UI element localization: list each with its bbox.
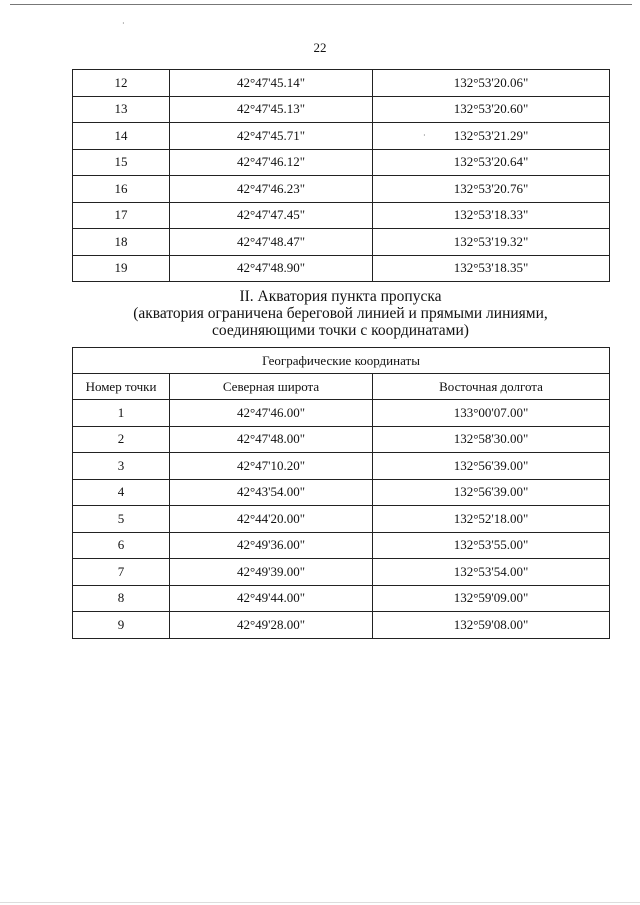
cell-north-latitude: 42°47'46.00" [170, 400, 373, 427]
cell-north-latitude: 42°47'45.13" [170, 96, 373, 123]
table-row [73, 149, 610, 176]
cell-point-number: 16 [73, 176, 170, 203]
cell-north-latitude: 42°49'44.00" [170, 585, 373, 612]
cell-point-number: 14 [73, 123, 170, 150]
table-row [73, 506, 610, 533]
cell-north-latitude: 42°47'45.14" [170, 70, 373, 97]
cell-north-latitude: 42°49'39.00" [170, 559, 373, 586]
cell-north-latitude: 42°47'45.71" [170, 123, 373, 150]
cell-north-latitude: 42°47'46.12" [170, 149, 373, 176]
cell-east-longitude: 132°53'20.76" [373, 176, 610, 203]
cell-north-latitude: 42°49'28.00" [170, 612, 373, 639]
cell-north-latitude: 42°47'48.00" [170, 426, 373, 453]
section-heading [72, 288, 609, 339]
cell-point-number: 19 [73, 255, 170, 282]
table-group-header-row [73, 348, 610, 374]
table-row [73, 229, 610, 256]
cell-east-longitude: 132°56'39.00" [373, 453, 610, 480]
cell-east-longitude: 132°53'18.33" [373, 202, 610, 229]
cell-point-number: 6 [73, 532, 170, 559]
cell-point-number: 8 [73, 585, 170, 612]
cell-east-longitude: 132°53'54.00" [373, 559, 610, 586]
scan-speck: · [122, 19, 125, 28]
cell-east-longitude: 132°53'55.00" [373, 532, 610, 559]
table-body [73, 70, 610, 282]
table-row [73, 479, 610, 506]
cell-north-latitude: 42°44'20.00" [170, 506, 373, 533]
cell-point-number: 9 [73, 612, 170, 639]
cell-east-longitude: 132°59'09.00" [373, 585, 610, 612]
cell-point-number: 7 [73, 559, 170, 586]
cell-point-number: 15 [73, 149, 170, 176]
table-row [73, 559, 610, 586]
cell-east-longitude: 132°56'39.00" [373, 479, 610, 506]
cell-east-longitude: 132°53'20.06" [373, 70, 610, 97]
coordinates-table-continued [72, 69, 610, 282]
table-row [73, 532, 610, 559]
table-row [73, 453, 610, 480]
cell-north-latitude: 42°47'48.90" [170, 255, 373, 282]
cell-point-number: 3 [73, 453, 170, 480]
cell-east-longitude: 132°53'20.64" [373, 149, 610, 176]
table-row [73, 400, 610, 427]
cell-east-longitude: 132°53'19.32" [373, 229, 610, 256]
table-row [73, 612, 610, 639]
cell-north-latitude: 42°47'47.45" [170, 202, 373, 229]
table-column-header-row [73, 374, 610, 400]
table-row [73, 585, 610, 612]
cell-point-number: 13 [73, 96, 170, 123]
table-row [73, 96, 610, 123]
table-row [73, 123, 610, 150]
table-row [73, 176, 610, 203]
cell-north-latitude: 42°49'36.00" [170, 532, 373, 559]
cell-point-number: 17 [73, 202, 170, 229]
cell-point-number: 12 [73, 70, 170, 97]
table-row [73, 426, 610, 453]
table-row [73, 70, 610, 97]
cell-east-longitude: 133°00'07.00" [373, 400, 610, 427]
page-number: 22 [313, 40, 327, 55]
table-row [73, 255, 610, 282]
cell-point-number: 2 [73, 426, 170, 453]
table-body [73, 400, 610, 639]
cell-east-longitude: 132°58'30.00" [373, 426, 610, 453]
section-subtitle-line2: соединяющими точки с координатами) [212, 322, 469, 339]
cell-point-number: 4 [73, 479, 170, 506]
cell-east-longitude: 132°53'20.60" [373, 96, 610, 123]
cell-east-longitude: 132°52'18.00" [373, 506, 610, 533]
scan-speck: · [423, 131, 426, 140]
column-header-point-number: Номер точки [73, 374, 170, 400]
aquatory-coordinates-table [72, 347, 610, 639]
section-title: II. Акватория пункта пропуска [239, 288, 442, 305]
cell-north-latitude: 42°47'48.47" [170, 229, 373, 256]
cell-east-longitude: 132°53'18.35" [373, 255, 610, 282]
table-row [73, 202, 610, 229]
cell-point-number: 5 [73, 506, 170, 533]
section-subtitle-line1: (акватория ограничена береговой линией и прямыми линиями, [133, 305, 548, 322]
page-top-border [10, 4, 632, 5]
column-header-east-longitude: Восточная долгота [373, 374, 610, 400]
cell-north-latitude: 42°47'10.20" [170, 453, 373, 480]
cell-point-number: 18 [73, 229, 170, 256]
cell-point-number: 1 [73, 400, 170, 427]
column-header-north-latitude: Северная широта [170, 374, 373, 400]
cell-north-latitude: 42°43'54.00" [170, 479, 373, 506]
page-bottom-edge [0, 902, 640, 903]
group-header-cell: Географические координаты [73, 348, 610, 374]
cell-north-latitude: 42°47'46.23" [170, 176, 373, 203]
cell-east-longitude: 132°53'21.29" [373, 123, 610, 150]
cell-east-longitude: 132°59'08.00" [373, 612, 610, 639]
